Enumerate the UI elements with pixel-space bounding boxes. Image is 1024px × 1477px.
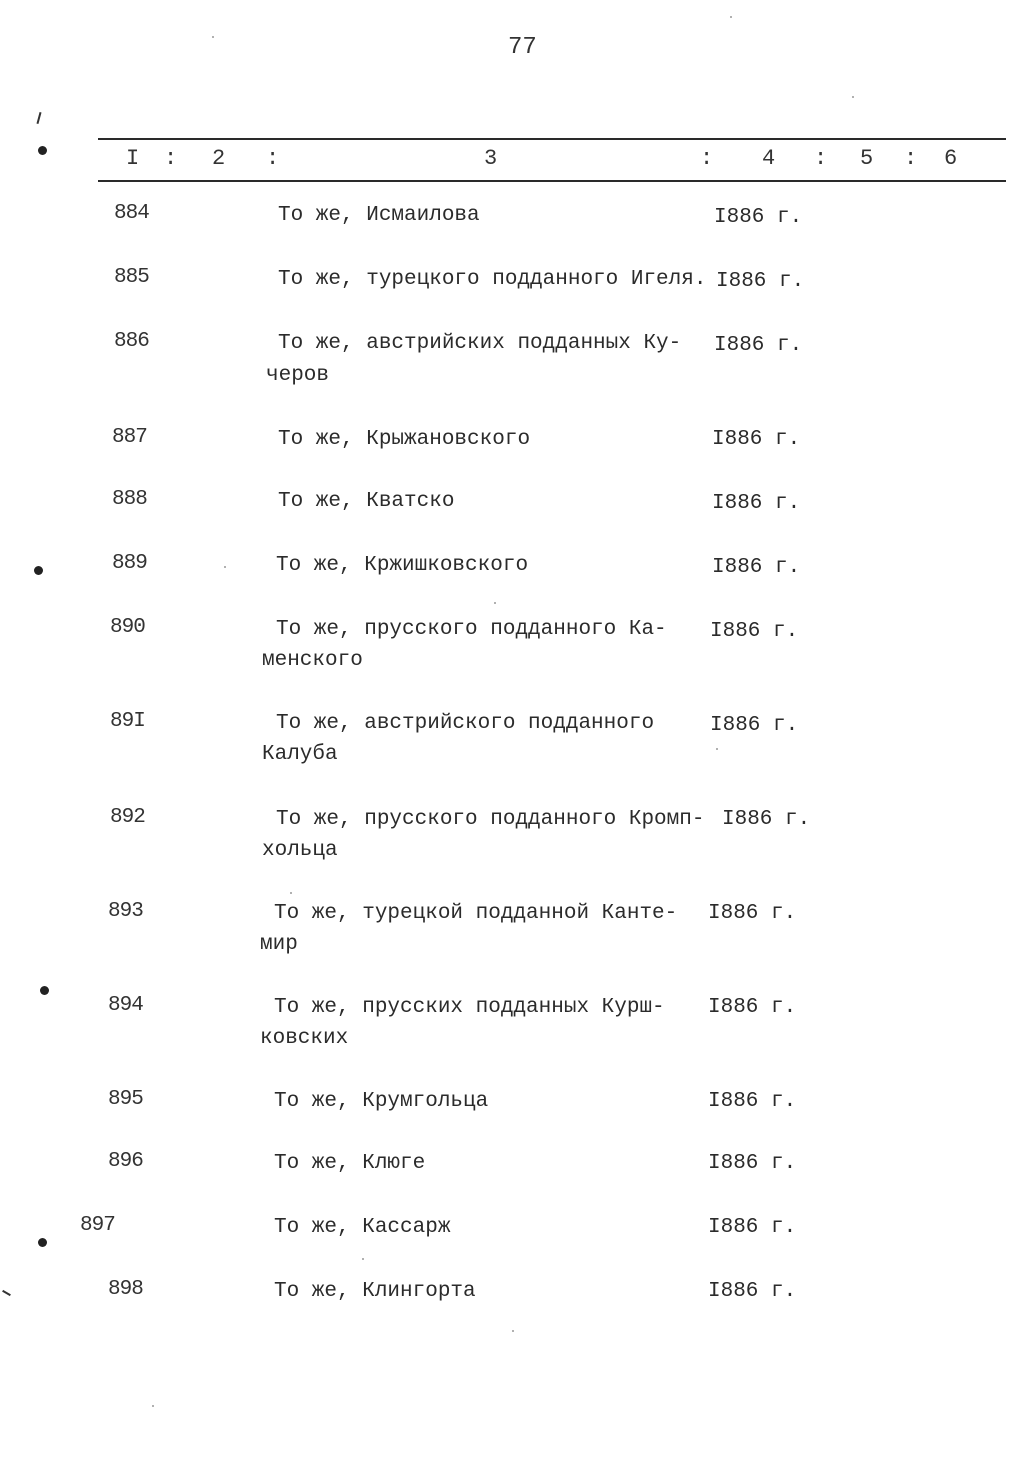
row-title: То же, Крыжановского: [278, 428, 531, 451]
row-title: То же, прусского подданного Ка-: [276, 618, 667, 641]
column-separator: :: [814, 146, 828, 171]
row-title: То же, Клюге: [274, 1152, 426, 1175]
row-year: I886 г.: [714, 334, 803, 357]
row-number: 885: [114, 266, 149, 289]
row-number: 888: [112, 488, 147, 511]
column-header-2: 2: [212, 146, 226, 171]
row-number: 895: [108, 1088, 143, 1111]
scan-speck: [224, 566, 226, 568]
row-year: I886 г.: [710, 620, 799, 643]
header-rule-top: [98, 138, 1006, 140]
row-number: 884: [114, 202, 149, 225]
column-separator: :: [266, 146, 280, 171]
column-separator: :: [164, 146, 178, 171]
row-year: I886 г.: [708, 1280, 797, 1303]
column-separator: :: [700, 146, 714, 171]
header-rule-bottom: [98, 180, 1006, 182]
column-header-6: 6: [944, 146, 958, 171]
scan-mark: [36, 112, 41, 124]
row-title-continuation: хольца: [262, 839, 338, 862]
row-title: То же, прусского подданного Кромп-: [276, 808, 705, 831]
row-title-continuation: ковских: [260, 1027, 349, 1050]
binder-hole-mark: [38, 146, 47, 155]
column-header-3: 3: [484, 146, 498, 171]
row-title-continuation: черов: [266, 364, 330, 387]
scan-speck: [730, 16, 732, 18]
row-title: То же, Кватско: [278, 490, 455, 513]
row-number: 890: [110, 616, 145, 639]
row-number: 894: [108, 994, 143, 1017]
scan-mark: [2, 1290, 11, 1296]
row-number: 887: [112, 426, 147, 449]
scan-speck: [494, 602, 496, 604]
row-title: То же, австрийских подданных Ку-: [278, 332, 682, 355]
row-number: 897: [80, 1214, 115, 1237]
binder-hole-mark: [38, 1238, 47, 1247]
row-number: 896: [108, 1150, 143, 1173]
row-number: 89I: [110, 710, 145, 733]
row-number: 892: [110, 806, 145, 829]
column-header-5: 5: [860, 146, 874, 171]
row-number: 889: [112, 552, 147, 575]
row-year: I886 г.: [708, 902, 797, 925]
row-number: 898: [108, 1278, 143, 1301]
binder-hole-mark: [40, 986, 49, 995]
row-year: I886 г.: [708, 1090, 797, 1113]
row-title: То же, Кржишковского: [276, 554, 529, 577]
scan-speck: [716, 748, 718, 750]
row-year: I886 г.: [712, 492, 801, 515]
column-header-4: 4: [762, 146, 776, 171]
row-title-continuation: менского: [262, 649, 363, 672]
row-title: То же, Крумгольца: [274, 1090, 489, 1113]
column-header-1: I: [126, 146, 140, 171]
row-title: То же, турецкого подданного Игеля.: [278, 268, 707, 291]
scan-speck: [212, 36, 214, 38]
row-title: Tо же, австрийского подданного: [276, 712, 655, 735]
row-year: I886 г.: [708, 1152, 797, 1175]
row-title: То же, турецкой подданной Канте-: [274, 902, 678, 925]
binder-hole-mark: [34, 566, 43, 575]
row-year: I886 г.: [716, 270, 805, 293]
row-year: I886 г.: [708, 1216, 797, 1239]
row-number: 886: [114, 330, 149, 353]
row-title: То же, Исмаилова: [278, 204, 480, 227]
scan-speck: [852, 96, 854, 98]
row-year: I886 г.: [712, 556, 801, 579]
row-number: 893: [108, 900, 143, 923]
scan-speck: [290, 892, 292, 894]
row-title-continuation: мир: [260, 933, 298, 956]
row-title: То же, Клингорта: [274, 1280, 476, 1303]
row-year: I886 г.: [722, 808, 811, 831]
row-year: I886 г.: [710, 714, 799, 737]
scan-speck: [362, 1258, 364, 1260]
row-title-continuation: Калуба: [262, 743, 338, 766]
row-year: I886 г.: [708, 996, 797, 1019]
column-separator: :: [904, 146, 918, 171]
row-year: I886 г.: [714, 206, 803, 229]
page-number: 77: [508, 34, 537, 61]
scan-speck: [512, 1330, 514, 1332]
row-title: То же, прусских подданных Курш-: [274, 996, 665, 1019]
row-title: То же, Кассарж: [274, 1216, 451, 1239]
row-year: I886 г.: [712, 428, 801, 451]
scan-speck: [152, 1405, 154, 1407]
